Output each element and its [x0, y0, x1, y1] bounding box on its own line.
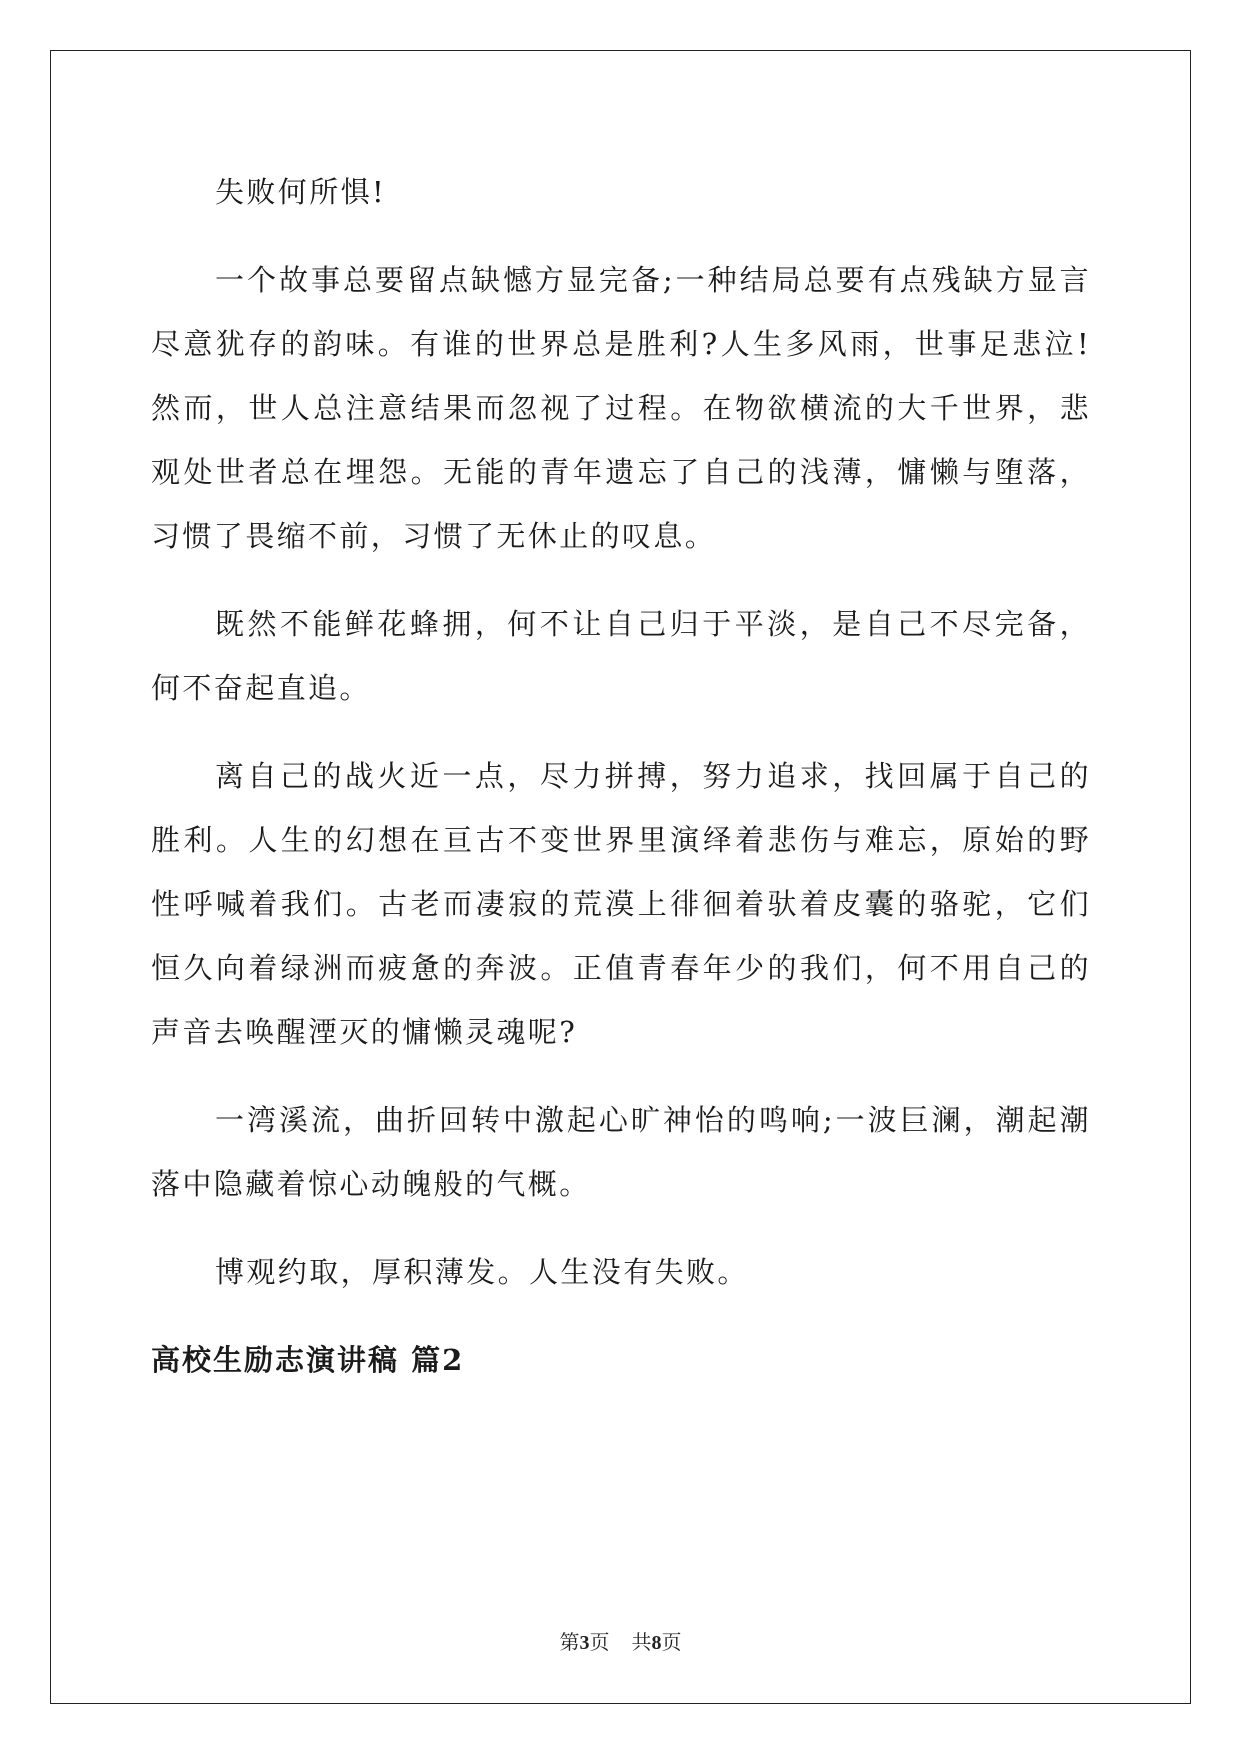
page-suffix: 页	[589, 1630, 610, 1654]
current-page-number: 3	[579, 1632, 590, 1654]
paragraph: 一个故事总要留点缺憾方显完备;一种结局总要有点残缺方显言尽意犹存的韵味。有谁的世界总是胜利?人生多风雨，世事足悲泣!然而，世人总注意结果而忽视了过程。在物欲横流的大千世界，悲观处世者总在埋怨。无能的青年遗忘了自己的浅薄，慵懒与堕落，习惯了畏缩不前，习惯了无休止的叹息。	[151, 263, 1091, 553]
paragraph: 既然不能鲜花蜂拥，何不让自己归于平淡，是自己不尽完备，何不奋起直追。	[151, 607, 1091, 705]
paragraph: 博观约取，厚积薄发。人生没有失败。	[215, 1255, 749, 1289]
section-heading: 高校生励志演讲稿 篇2	[151, 1343, 465, 1377]
document-body	[151, 160, 1091, 1392]
paragraph: 离自己的战火近一点，尽力拼搏，努力追求，找回属于自己的胜利。人生的幻想在亘古不变世界里演绎着悲伤与难忘，原始的野性呼喊着我们。古老而凄寂的荒漠上徘徊着驮着皮囊的骆驼，它们恒久向着绿洲而疲惫的奔波。正值青春年少的我们，何不用自己的声音去唤醒湮灭的慵懒灵魂呢?	[151, 759, 1091, 1049]
paragraph: 一湾溪流，曲折回转中激起心旷神怡的鸣响;一波巨澜，潮起潮落中隐藏着惊心动魄般的气概。	[151, 1103, 1091, 1201]
total-prefix: 共	[631, 1630, 652, 1654]
page-prefix: 第	[559, 1630, 580, 1654]
total-pages-number: 8	[651, 1632, 662, 1654]
page-footer	[0, 1626, 1241, 1655]
paragraph: 失败何所惧!	[215, 175, 387, 209]
total-suffix: 页	[661, 1630, 682, 1654]
